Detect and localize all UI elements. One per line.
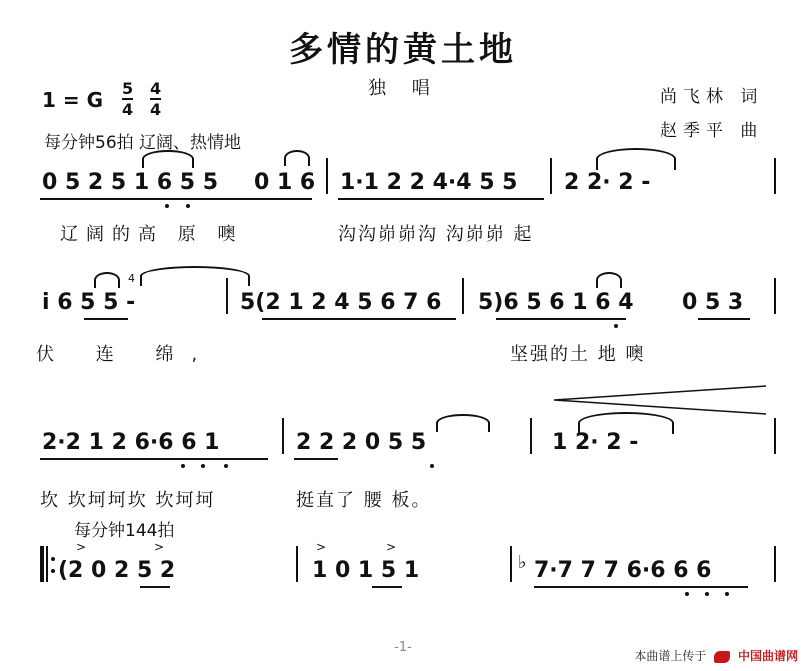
barline <box>510 546 512 582</box>
accent-mark-icon: > <box>76 540 87 554</box>
low-octave-dot <box>685 592 689 596</box>
underline <box>140 586 170 588</box>
barline <box>46 546 48 582</box>
measure: 2 2 2 0 5 5 <box>296 430 427 455</box>
low-octave-dot <box>725 592 729 596</box>
underline <box>372 586 402 588</box>
slur <box>284 150 310 166</box>
measure: 0 5 2 5 1 6 5 5 <box>42 170 219 195</box>
accent-mark-icon: > <box>154 540 165 554</box>
grace-note-mark: 4 <box>128 272 135 285</box>
performance-type: 独 唱 <box>368 78 440 99</box>
underline <box>496 318 626 320</box>
underline <box>294 458 338 460</box>
slur <box>142 150 194 168</box>
underline <box>534 586 748 588</box>
measure: i 6 5 5 - <box>42 290 136 315</box>
measure: 1 2· 2 - <box>552 430 639 455</box>
measure: 0 5 3 <box>682 290 744 315</box>
slur <box>596 148 676 170</box>
measure: 0 1 6 <box>254 170 316 195</box>
low-octave-dot <box>165 204 169 208</box>
underline <box>262 318 456 320</box>
barline <box>282 418 284 454</box>
measure: 5)6 5 6 1 6 4 <box>478 290 634 315</box>
site-logo-icon <box>714 651 730 663</box>
lyrics-segment: 辽阔的高 原 噢 <box>60 224 244 245</box>
slur <box>436 414 490 432</box>
lyrics-segment: 沟沟峁峁沟 沟峁峁 起 <box>338 224 534 245</box>
barline <box>774 278 776 314</box>
key-signature: 1 = G <box>42 88 104 112</box>
repeat-dot <box>51 557 55 561</box>
repeat-barline <box>40 546 44 582</box>
measure: 5(2 1 2 4 5 6 7 6 <box>240 290 442 315</box>
measure: 1·1 2 2 4·4 5 5 <box>340 170 518 195</box>
measure: (2 0 2 5 2 <box>58 558 176 583</box>
source-credit <box>634 647 798 664</box>
underline <box>698 318 750 320</box>
crescendo-hairpin-icon <box>548 384 768 416</box>
song-title: 多情的黄土地 <box>289 30 517 70</box>
time-signature-2: 4 4 <box>150 79 162 119</box>
underline <box>338 198 544 200</box>
source-prefix: 本曲谱上传于 <box>634 649 707 663</box>
composer-credit: 赵季平 曲 <box>660 121 764 141</box>
lyrics-segment: 伏 连 绵, <box>36 344 216 365</box>
tempo-marking-1: 每分钟56拍 辽阔、热情地 <box>44 133 242 153</box>
barline <box>530 418 532 454</box>
low-octave-dot <box>224 464 228 468</box>
barline <box>774 158 776 194</box>
time-signature-1: 5 4 <box>122 79 134 119</box>
measure: 2·2 1 2 6·6 6 1 <box>42 430 220 455</box>
barline <box>462 278 464 314</box>
barline <box>774 546 776 582</box>
site-brand: 中国曲谱网 <box>737 649 798 663</box>
lyricist-credit: 尚飞林 词 <box>660 87 764 107</box>
low-octave-dot <box>186 204 190 208</box>
flat-icon: ♭ <box>518 552 527 573</box>
underline <box>84 318 128 320</box>
underline <box>40 458 268 460</box>
low-octave-dot <box>201 464 205 468</box>
low-octave-dot <box>430 464 434 468</box>
barline <box>296 546 298 582</box>
underline <box>40 198 312 200</box>
accent-mark-icon: > <box>386 540 397 554</box>
lyrics-segment: 坎 坎坷坷坎 坎坷坷 <box>40 490 216 511</box>
barline <box>326 158 328 194</box>
accent-mark-icon: > <box>316 540 327 554</box>
measure: 1 0 1 5 1 <box>312 558 420 583</box>
barline <box>550 158 552 194</box>
measure: 7·7 7 7 6·6 6 6 <box>534 558 712 583</box>
slur <box>140 266 250 286</box>
lyrics-segment: 挺直了 腰 板。 <box>296 490 432 511</box>
lyrics-segment: 坚强的土 地 噢 <box>510 344 646 365</box>
barline <box>774 418 776 454</box>
slur <box>596 272 622 288</box>
slur <box>94 272 120 288</box>
low-octave-dot <box>705 592 709 596</box>
tempo-marking-2: 每分钟144拍 <box>74 521 175 541</box>
measure: 2 2· 2 - <box>564 170 651 195</box>
low-octave-dot <box>614 324 618 328</box>
repeat-dot <box>51 569 55 573</box>
page-number: -1- <box>394 640 412 655</box>
low-octave-dot <box>181 464 185 468</box>
